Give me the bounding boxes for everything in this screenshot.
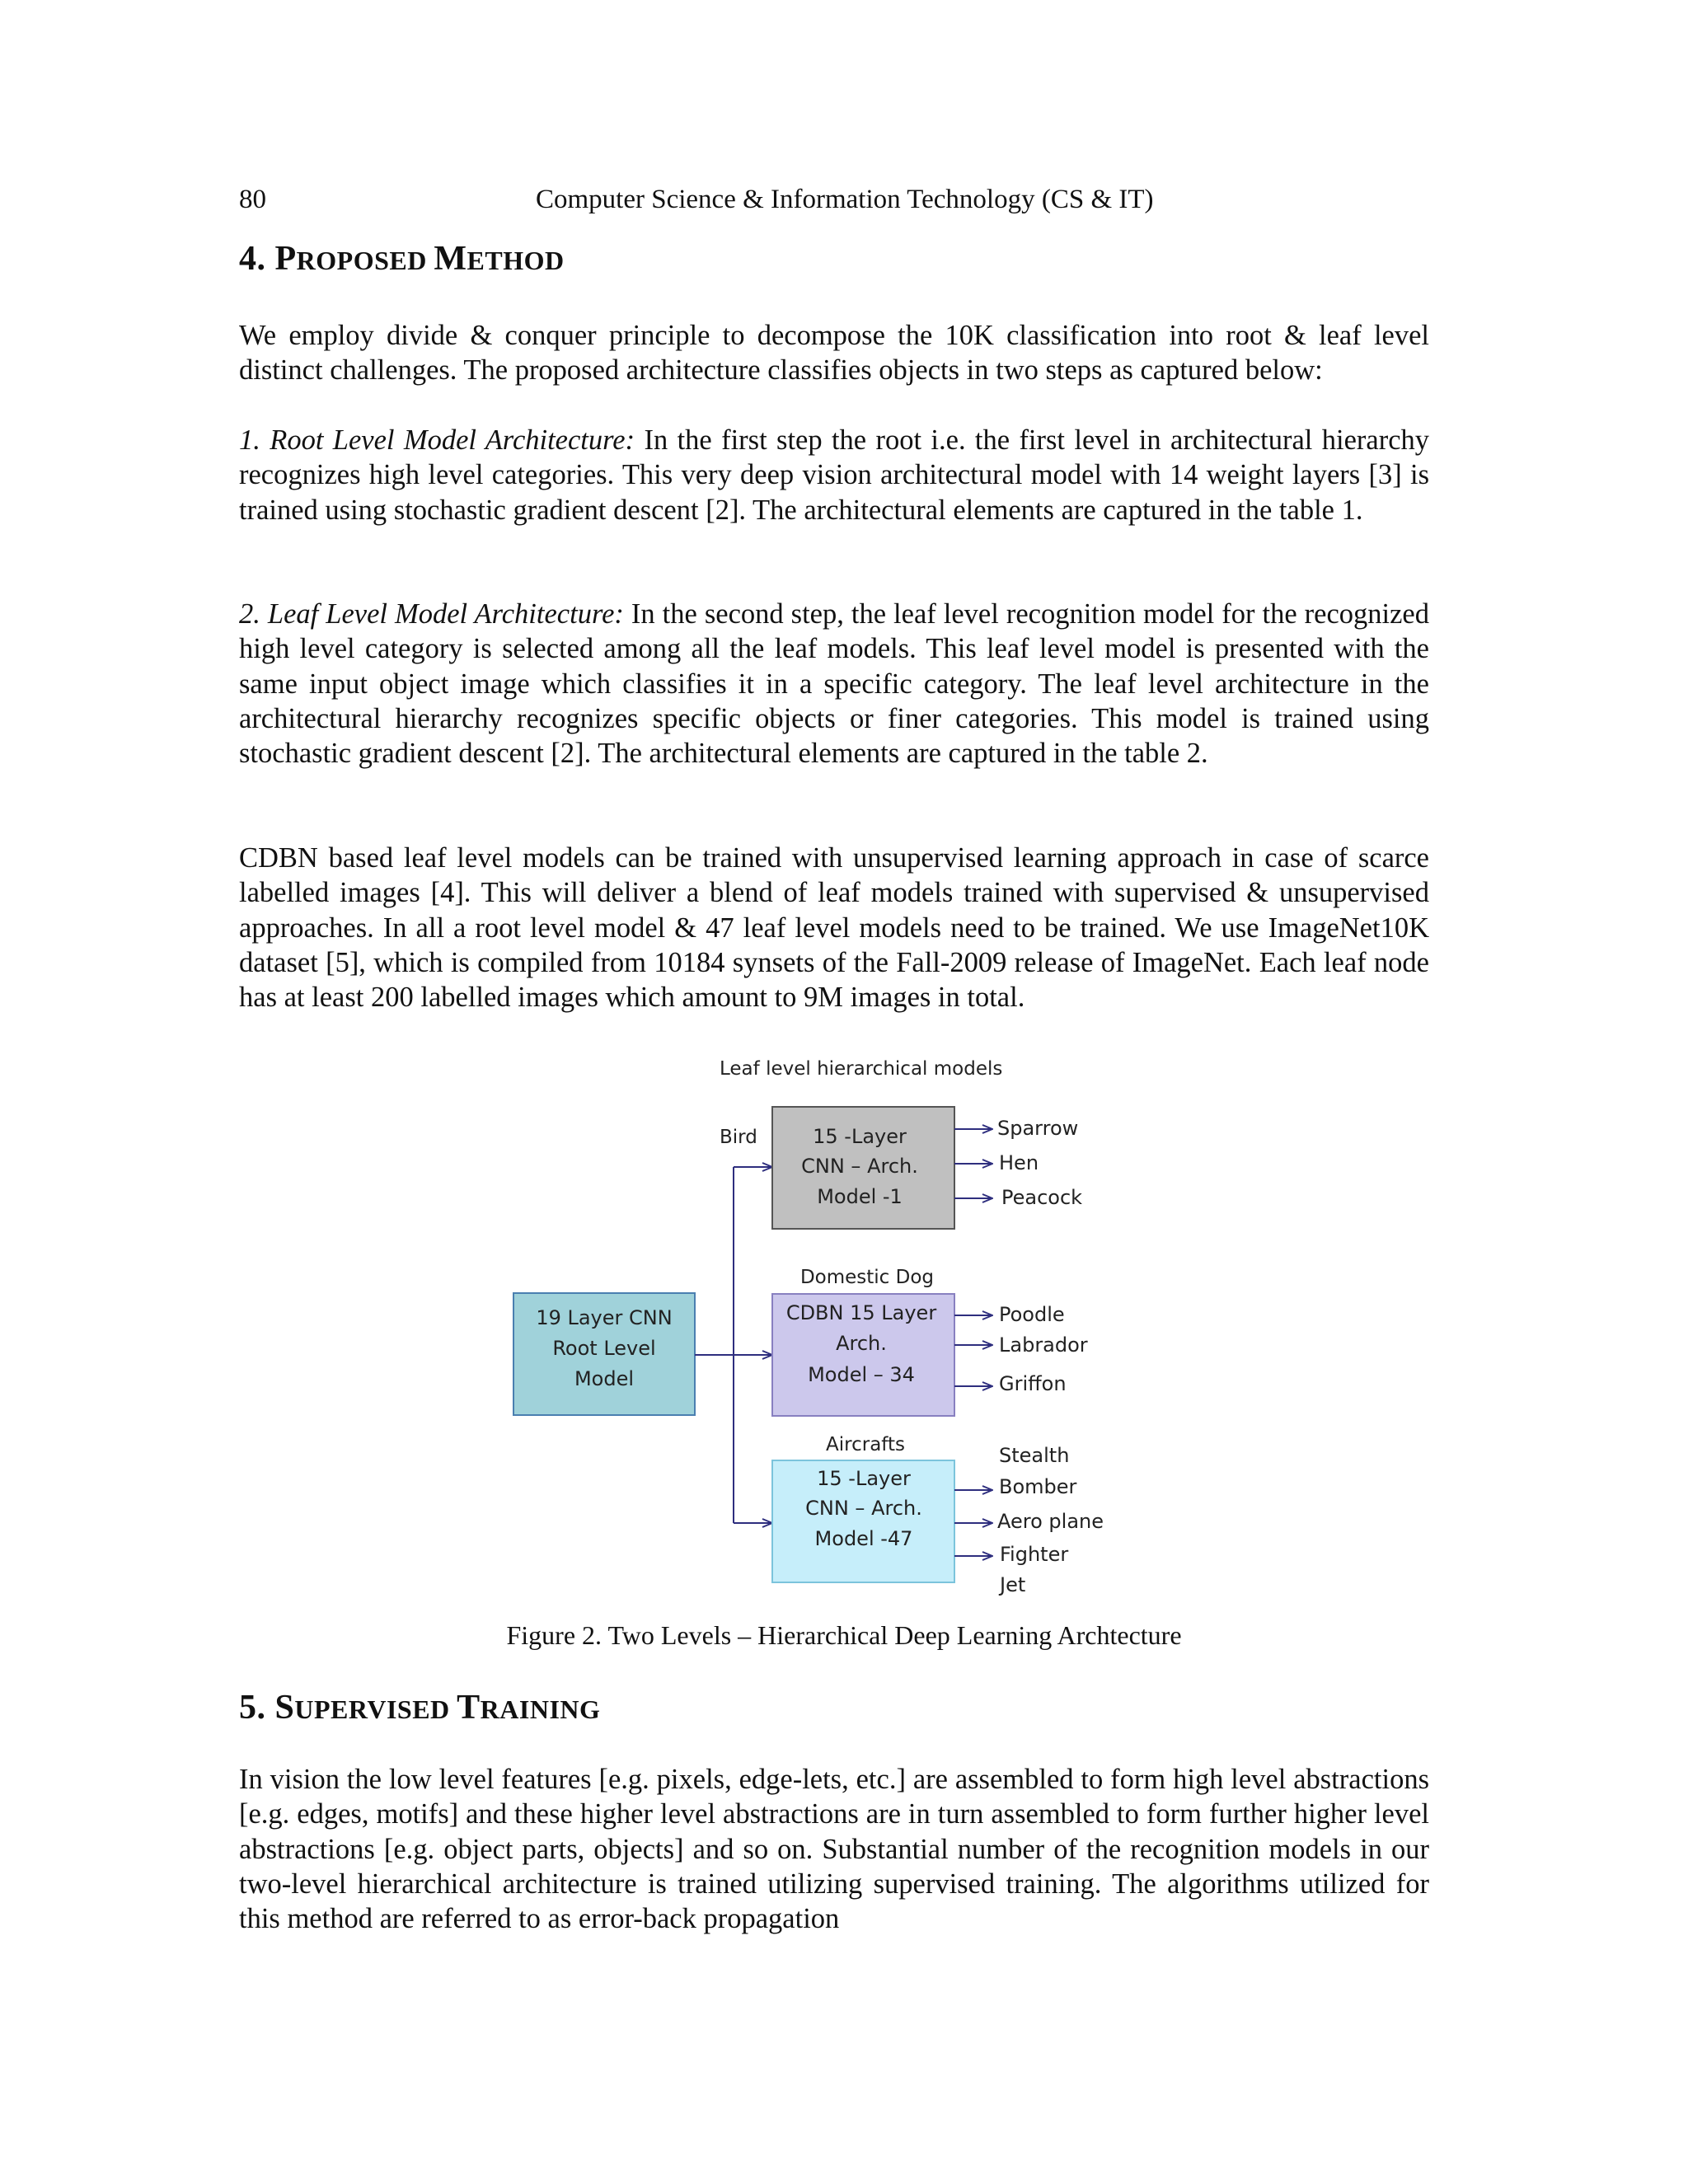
output-fighter: Fighter	[1000, 1543, 1069, 1566]
output-griffon: Griffon	[999, 1372, 1067, 1395]
output-bomber: Bomber	[999, 1475, 1077, 1498]
paragraph-cdbn: CDBN based leaf level models can be trained with unsupervised learning approach in case of scarce labelled images [4]. This will deliver a blend of leaf models trained with supervised & unsupervised approaches. In all a root level model & 47 leaf level models need to be trained. We use ImageNet10K dataset [5], which is compiled from 10184 synsets of the Fall-2009 release of ImageNet. Each leaf node has at least 200 labelled images which amount to 9M images in total.	[239, 842, 1429, 1014]
root-model-line3: Model	[574, 1367, 635, 1390]
paragraph-root-level	[239, 423, 1429, 527]
leaf-level-label: 2. Leaf Level Model Architecture:	[239, 598, 624, 630]
model-47-line1: 15 -Layer	[817, 1467, 911, 1490]
root-model-line2: Root Level	[552, 1337, 656, 1360]
root-level-label: 1. Root Level Model Architecture:	[239, 424, 635, 456]
paragraph-intro: We employ divide & conquer principle to decompose the 10K classification into root & leaf level distinct challenges. The proposed architecture classifies objects in two steps as captured below:	[239, 320, 1429, 387]
paragraph-supervised: In vision the low level features [e.g. pixels, edge-lets, etc.] are assembled to form high level abstractions [e.g. edges, motifs] and these higher level abstractions are in turn assembled to form further higher level abstractions [e.g. object parts, objects] and so on. Substantial number of the recognition models in our two-level hierarchical architecture is trained utilizing supervised training. The algorithms utilized for this method are referred to as error-back propagation	[239, 1764, 1429, 1935]
running-header	[239, 185, 1429, 221]
output-aero-plane: Aero plane	[997, 1510, 1104, 1533]
model-1-line1: 15 -Layer	[813, 1125, 907, 1148]
root-model-line1: 19 Layer CNN	[536, 1306, 673, 1329]
category-domestic-dog: Domestic Dog	[799, 1267, 935, 1288]
output-peacock: Peacock	[1001, 1186, 1083, 1209]
model-1-line3: Model -1	[817, 1185, 903, 1208]
model-34-line1: CDBN 15 Layer	[785, 1301, 937, 1324]
output-stealth: Stealth	[999, 1444, 1070, 1467]
page-number: 80	[239, 185, 266, 214]
output-poodle: Poodle	[999, 1303, 1065, 1326]
figure-title: Leaf level hierarchical models	[720, 1058, 1003, 1080]
model-47-line3: Model -47	[814, 1527, 913, 1550]
section-heading-proposed-method: 4. PROPOSED METHOD	[239, 240, 565, 278]
category-aircrafts: Aircrafts	[826, 1434, 905, 1455]
paragraph-leaf-level	[239, 597, 1429, 771]
section-heading-supervised-training: 5. SUPERVISED TRAINING	[239, 1689, 601, 1727]
journal-name: Computer Science & Information Technology (CS & IT)	[536, 185, 1154, 214]
figure-hierarchy-diagram	[495, 1055, 1154, 1607]
category-bird: Bird	[720, 1127, 757, 1148]
output-jet: Jet	[1000, 1573, 1026, 1596]
figure-caption: Figure 2. Two Levels – Hierarchical Deep Learning Archtecture	[506, 1620, 1182, 1650]
model-1-line2: CNN – Arch.	[801, 1155, 918, 1178]
model-34-line3: Model – 34	[808, 1363, 915, 1386]
output-hen: Hen	[999, 1151, 1039, 1174]
root-level-text: In the first step the root i.e. the first level in architectural hierarchy recognizes high level categories. This very deep vision architectural model with 14 weight layers [3] is trained using stochastic gradient descent [2]. The architectural elements are captured in the table 1.	[239, 424, 1430, 526]
model-47-line2: CNN – Arch.	[805, 1497, 922, 1520]
output-sparrow: Sparrow	[997, 1117, 1079, 1140]
model-34-line2: Arch.	[836, 1332, 887, 1355]
leaf-level-text: In the second step, the leaf level recognition model for the recognized high level category is selected among all the leaf models. This leaf level model is presented with the same input object image which classifies it in a specific category. The leaf level architecture in the architectural hierarchy recognizes specific objects or finer categories. This model is trained using stochastic gradient descent [2]. The architectural elements are captured in the table 2.	[239, 598, 1429, 770]
output-labrador: Labrador	[999, 1333, 1088, 1357]
